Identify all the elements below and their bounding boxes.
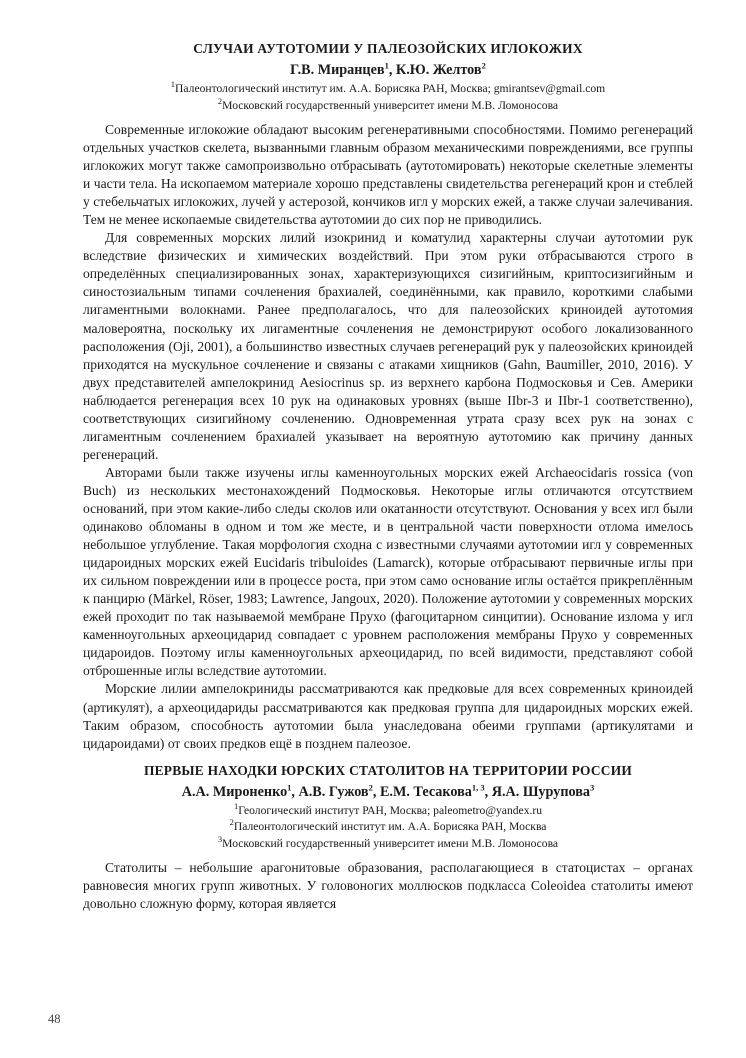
affiliation-mark: 2	[217, 95, 223, 106]
affiliation-text: Палеонтологический институт им. А.А. Борисяка РАН, Москва	[233, 820, 547, 834]
affiliation-text: Геологический институт РАН, Москва; paleometro@yandex.ru	[238, 803, 543, 817]
affiliation	[83, 833, 693, 853]
page-number: 48	[48, 1012, 61, 1026]
article-autotomy	[83, 40, 693, 753]
article-title: ПЕРВЫЕ НАХОДКИ ЮРСКИХ СТАТОЛИТОВ НА ТЕРРИТОРИИ РОССИИ	[143, 762, 633, 778]
author-name: Е.М. Тесакова	[379, 783, 472, 800]
author-line	[83, 60, 693, 80]
affiliation	[83, 800, 693, 820]
affiliation-mark: 2	[229, 817, 234, 828]
body-paragraph: Для современных морских лилий изокринид и коматулид характерны случаи аутотомии рук вследствие физических и химических воздействий. При этом руки отбрасываются строго в определённых специализированных зонах, характеризующихся сизигийным, криптосизигийным и синостозиальным типами сочленения брахиалей, соединёнными, как правило, короткими слабыми лигаментными волокнами. Ранее предполагалось, что для палеозойских криноидей аутотомия маловероятна, поскольку их лигаментные сочленения не демонстрируют особого локализованного расположения (Oji, 2001), а большинство известных случаев регенераций рук у палеозойских криноидей приходятся на мускульное сочленение и связаны с атаками хищников (Gahn, Baumiller, 2010, 2016). У двух представителей ампелокринид Aesiocrinus sp. из верхнего карбона Подмосковья и Сев. Америки наблюдается регенерация всех 10 рук на одинаковых уровнях (выше IIbr-3 и IIbr-1 соответственно), соответствующих сизигийному сочленению. Одновременная утрата сразу всех рук на зонах с лигаментным сочленением брахиалей указывает на вероятную аутотомию как причину данных регенераций.	[83, 230, 693, 462]
affiliation	[83, 81, 693, 98]
author-affiliation-mark: 1	[384, 60, 389, 71]
author-separator: ,	[372, 783, 380, 800]
author-name: К.Ю. Желтов	[395, 62, 482, 78]
affiliation	[83, 95, 693, 115]
affiliation-text: Московский государственный университет имени М.В. Ломоносова	[222, 836, 559, 850]
body-paragraph: Морские лилии ампелокриниды рассматриваются как предковые для всех современных криноидей (артикулят), а археоцидариды рассматриваются как предковая группа для цидароидных морских ежей. Таким образом, способность аутотомии была унаследована обеими группами (артикулятами и цидароидами) от своих предков ещё в позднем палеозое.	[83, 681, 693, 751]
author-affiliation-mark: 1	[287, 781, 292, 792]
author-line	[83, 782, 693, 802]
author-name: А.А. Мироненко	[181, 783, 288, 800]
affiliation-text: Палеонтологический институт им. А.А. Борисяка РАН, Москва; gmirantsev@gmail.com	[175, 82, 606, 95]
affiliation-mark: 1	[233, 800, 239, 811]
author-affiliation-mark: 1, 3	[471, 781, 485, 792]
author-name: Я.А. Шурупова	[491, 783, 590, 800]
article-statoliths	[83, 762, 693, 914]
body-paragraph: Авторами были также изучены иглы каменноугольных морских ежей Archaeocidaris rossica (von Buch) из нескольких местонахождений Подмосковья. Некоторые иглы отличаются отсутствием оснований, при этом какие-либо следы сколов или окатанности отсутствуют. Основания у всех игл были одинаково обломаны в одном и том же месте, и в центральной части поверхности отлома имелось небольшое углубление. Такая морфология сходна с известными случаями аутотомии игл у современных цидароидных морских ежей Eucidaris tribuloides (Lamarck), которые отбрасывают первичные иглы при их сильном повреждении или в процессе роста, при этом само основание иглы остаётся прикреплённым к панцирю (Märkel, Röser, 1983; Lawrence, Jangoux, 2020). Положение аутотомии у современных морских ежей проходит по так называемой мембране Прухо (фагоцитарном синцитии). Основание излома у игл каменноугольных археоцидарид совпадает с уровнем расположения мембраны Прухо у современных цидароидов. Поэтому иглы каменноугольных археоцидарид, по всей видимости, представляют собой отброшенные иглы вследствие аутотомии.	[83, 464, 693, 679]
affiliation-mark: 1	[170, 79, 176, 90]
page-content	[83, 40, 693, 913]
affiliation-text: Московский государственный университет имени М.В. Ломоносова	[222, 98, 559, 112]
author-name: Г.В. Миранцев	[290, 62, 385, 78]
author-affiliation-mark: 2	[368, 781, 373, 792]
author-separator: ,	[484, 783, 492, 800]
author-name: А.В. Гужов	[298, 783, 369, 800]
author-separator: ,	[388, 62, 396, 78]
affiliation	[83, 819, 693, 836]
body-paragraph: Современные иглокожие обладают высоким регенеративными способностями. Помимо регенераций отдельных участков скелета, вызванными главным образом механическими повреждениями, все группы иглокожих могут также самопроизвольно отбрасывать (аутотомировать) некоторые скелетные элементы и части тела. На ископаемом материале хорошо представлены свидетельства регенераций крон и стеблей у стебельчатых иглокожих, лучей у астерозой, кончиков игл у морских ежей, а также случаи залечивания. Тем не менее ископаемые свидетельства аутотомии до сих пор не приводились.	[83, 122, 693, 228]
affiliation-mark: 3	[217, 833, 223, 844]
author-affiliation-mark: 2	[481, 60, 486, 71]
author-separator: ,	[291, 783, 299, 800]
body-paragraph: Статолиты – небольшие арагонитовые образования, располагающиеся в статоцистах – органах равновесия многих групп животных. У головоногих моллюсков подкласса Coleoidea статолиты имеют довольно сложную форму, которая является	[83, 860, 693, 912]
author-affiliation-mark: 3	[590, 781, 595, 792]
article-title: СЛУЧАИ АУТОТОМИИ У ПАЛЕОЗОЙСКИХ ИГЛОКОЖИХ	[193, 41, 583, 56]
